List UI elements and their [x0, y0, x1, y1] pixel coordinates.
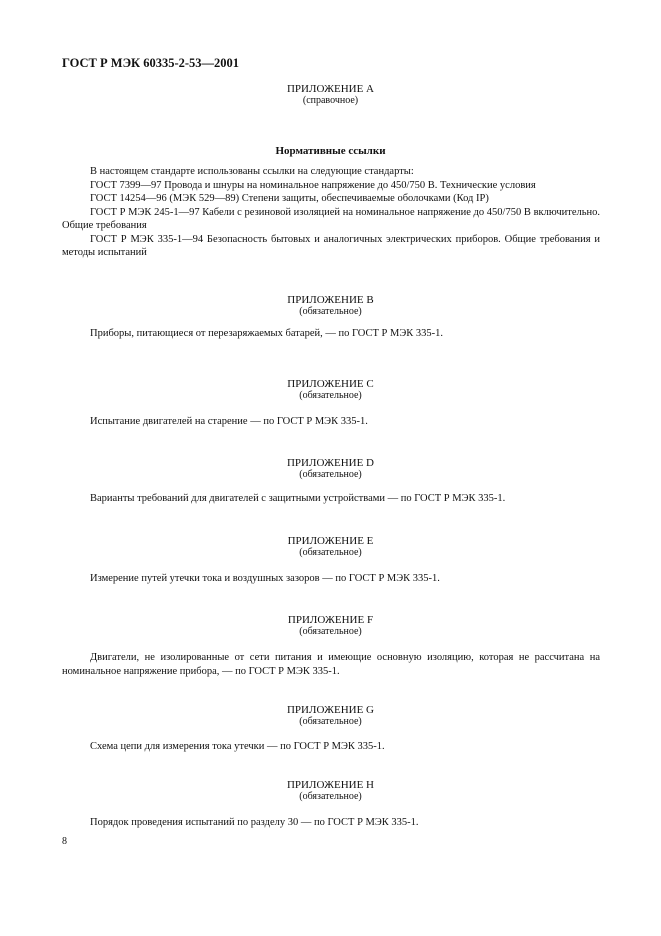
- annex-h-title: ПРИЛОЖЕНИЕ H: [286, 779, 374, 791]
- paragraph: ГОСТ 14254—96 (МЭК 529—89) Степени защиты, обеспечиваемые оболочками (Код IP): [90, 193, 489, 204]
- annex-g-kind: (обязательное): [299, 716, 362, 727]
- paragraph: ГОСТ 7399—97 Провода и шнуры на номинальное напряжение до 450/750 В. Технические условия: [90, 179, 536, 191]
- paragraph: В настоящем стандарте использованы ссылки на следующие стандарты:: [90, 166, 414, 177]
- annex-f-title: ПРИЛОЖЕНИЕ F: [287, 614, 374, 626]
- annex-d-title: ПРИЛОЖЕНИЕ D: [286, 457, 374, 469]
- annex-d-text: Варианты требований для двигателей с защитными устройствами — по ГОСТ Р МЭК 335-1.: [90, 493, 506, 504]
- page-number: 8: [62, 836, 67, 847]
- annex-e-title: ПРИЛОЖЕНИЕ E: [287, 535, 374, 547]
- annex-e-text: Измерение путей утечки тока и воздушных зазоров — по ГОСТ Р МЭК 335-1.: [90, 573, 440, 584]
- annex-f-kind: (обязательное): [299, 626, 362, 637]
- document-header: ГОСТ Р МЭК 60335-2-53—2001: [62, 56, 240, 70]
- annex-h-kind: (обязательное): [299, 791, 362, 802]
- annex-c-text: Испытание двигателей на старение — по ГОСТ Р МЭК 335-1.: [90, 416, 368, 427]
- annex-a-heading: Нормативные ссылки: [275, 145, 386, 157]
- annex-b-kind: (обязательное): [299, 306, 362, 317]
- annex-d-kind: (обязательное): [299, 469, 362, 480]
- annex-a-body: [62, 165, 600, 260]
- annex-c-kind: (обязательное): [299, 390, 362, 401]
- annex-a-kind: (справочное): [302, 95, 359, 106]
- annex-g-title: ПРИЛОЖЕНИЕ G: [286, 704, 374, 716]
- annex-e-kind: (обязательное): [299, 547, 362, 558]
- paragraph: ГОСТ Р МЭК 335-1—94 Безопасность бытовых и аналогичных электрических приборов. Общие требования и методы испытаний: [62, 233, 600, 258]
- annex-h-text: Порядок проведения испытаний по разделу 30 — по ГОСТ Р МЭК 335-1.: [90, 817, 419, 828]
- annex-c-title: ПРИЛОЖЕНИЕ С: [287, 378, 374, 390]
- annex-b-text: Приборы, питающиеся от перезаряжаемых батарей, — по ГОСТ Р МЭК 335-1.: [90, 328, 444, 339]
- annex-a-title: ПРИЛОЖЕНИЕ А: [286, 83, 374, 95]
- annex-f-text: Двигатели, не изолированные от сети питания и имеющие основную изоляцию, которая не рассчитана на номинальное напряжение прибора, — по ГОСТ Р МЭК 335-1.: [62, 652, 600, 677]
- annex-g-text: Схема цепи для измерения тока утечки — по ГОСТ Р МЭК 335-1.: [90, 741, 385, 752]
- paragraph: ГОСТ Р МЭК 245-1—97 Кабели с резиновой изоляцией на номинальное напряжение до 450/750 В включительно. Общие требования: [62, 206, 600, 231]
- annex-b-title: ПРИЛОЖЕНИЕ В: [287, 294, 374, 306]
